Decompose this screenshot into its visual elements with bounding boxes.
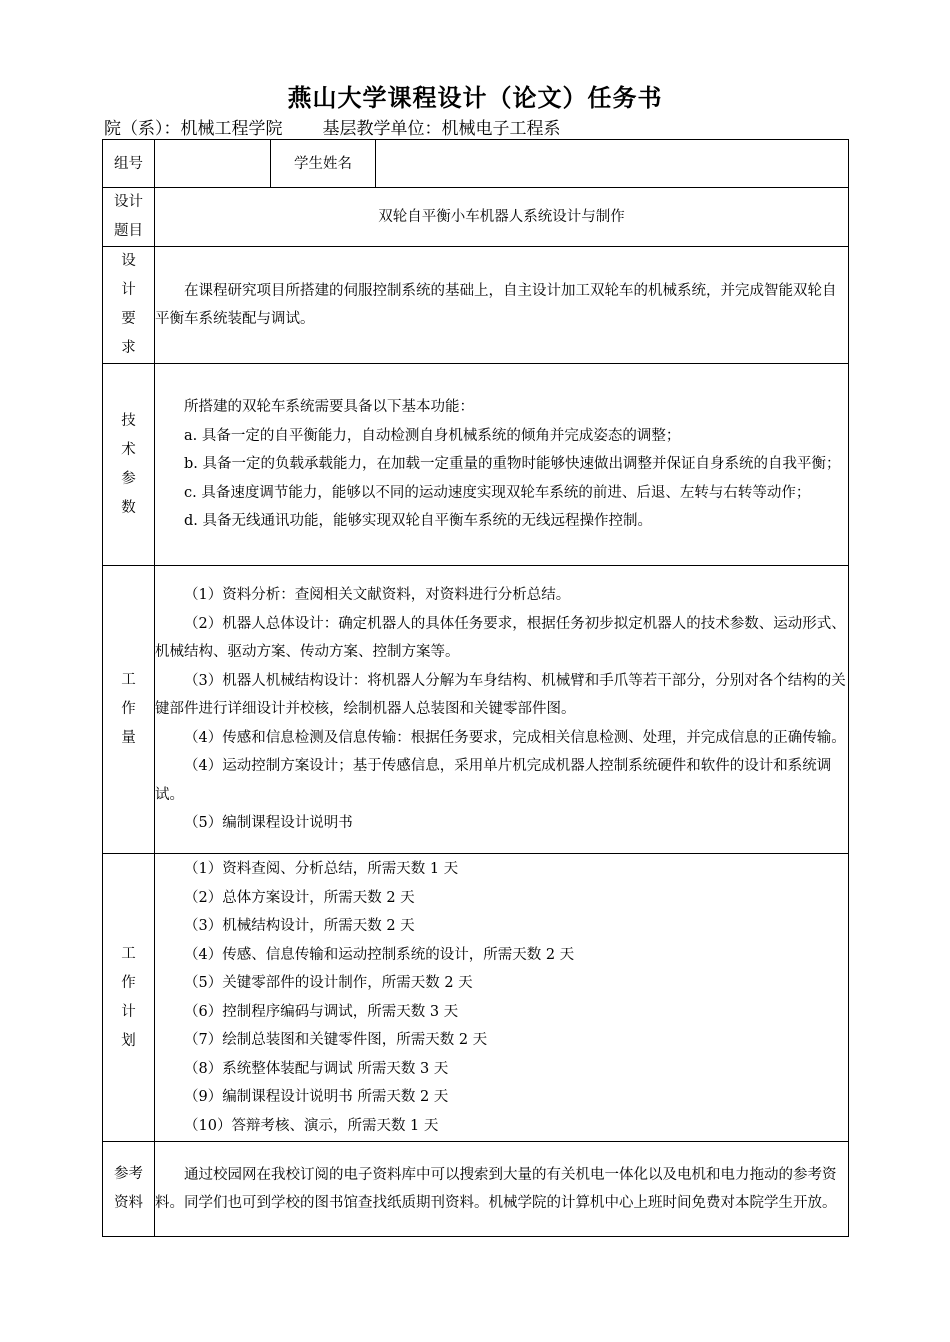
teaching-unit-label: 基层教学单位：机械电子工程系 <box>322 119 561 139</box>
task-table <box>102 139 849 1237</box>
document-subtitle <box>104 114 561 139</box>
work-plan-item: （7）绘制总装图和关键零件图，所需天数 2 天 <box>184 1032 488 1048</box>
info-row <box>103 140 849 188</box>
document-title: 燕山大学课程设计（论文）任务书 <box>287 83 663 112</box>
tech-param-paragraph: a. 具备一定的自平衡能力，自动检测自身机械系统的倾角并完成姿态的调整； <box>184 427 681 444</box>
tech-params-row <box>103 364 849 566</box>
workload-paragraph: （3）机器人机械结构设计：将机器人分解为车身结构、机械臂和手爪等若干部分，分别对各个结构的关键部件进行详细设计并校核，绘制机器人总装图和关键零部件图。 <box>155 672 846 718</box>
workload-label: 工 作 量 <box>103 566 155 854</box>
workload-row <box>103 566 849 854</box>
workload-paragraph: （2）机器人总体设计：确定机器人的具体任务要求，根据任务初步拟定机器人的技术参数、运动形式、机械结构、驱动方案、传动方案、控制方案等。 <box>155 615 846 661</box>
references-label: 参考 资料 <box>103 1142 155 1237</box>
work-plan-item: （6）控制程序编码与调试，所需天数 3 天 <box>184 1003 459 1020</box>
work-plan-item: （2）总体方案设计，所需天数 2 天 <box>184 889 415 906</box>
work-plan-item: （1）资料查阅、分析总结，所需天数 1 天 <box>184 861 459 877</box>
workload-paragraph: （5）编制课程设计说明书 <box>184 815 353 832</box>
work-plan-item: （3）机械结构设计，所需天数 2 天 <box>184 918 415 934</box>
tech-param-paragraph: d. 具备无线通讯功能，能够实现双轮自平衡车系统的无线远程操作控制。 <box>184 513 652 530</box>
references-cell <box>155 1142 849 1237</box>
work-plan-item: （9）编制课程设计说明书 所需天数 2 天 <box>184 1089 449 1105</box>
requirements-row <box>103 247 849 364</box>
workload-paragraph: （4）运动控制方案设计；基于传感信息，采用单片机完成机器人控制系统硬件和软件的设计和系统调试。 <box>155 758 832 803</box>
tech-param-paragraph: 所搭建的双轮车系统需要具备以下基本功能： <box>184 399 474 416</box>
workload-paragraph: （1）资料分析：查阅相关文献资料，对资料进行分析总结。 <box>184 587 571 604</box>
topic-value: 双轮自平衡小车机器人系统设计与制作 <box>155 188 849 247</box>
tech-param-paragraph: c. 具备速度调节能力，能够以不同的运动速度实现双轮车系统的前进、后退、左转与右转等动作； <box>184 484 811 501</box>
student-name-label: 学生姓名 <box>271 140 376 188</box>
topic-label: 设计 题目 <box>103 188 155 247</box>
group-label: 组号 <box>103 140 155 188</box>
workload-paragraph: （4）传感和信息检测及信息传输：根据任务要求，完成相关信息检测、处理，并完成信息的正确传输。 <box>184 729 846 746</box>
group-value-cell <box>155 140 271 188</box>
requirements-text-cell <box>155 247 849 364</box>
work-plan-label: 工 作 计 划 <box>103 854 155 1142</box>
tech-param-paragraph: b. 具备一定的负载承载能力，在加载一定重量的重物时能够快速做出调整并保证自身系统的自我平衡； <box>184 456 841 473</box>
work-plan-item: （10）答辩考核、演示，所需天数 1 天 <box>184 1117 439 1134</box>
tech-params-cell <box>155 364 849 566</box>
college-label: 院（系）：机械工程学院 <box>104 119 283 139</box>
topic-row <box>103 188 849 247</box>
references-text: 通过校园网在我校订阅的电子资料库中可以搜索到大量的有关机电一体化以及电机和电力拖动的参考资料。同学们也可到学校的图书馆查找纸质期刊资料。机械学院的计算机中心上班时间免费对本院学生开放。 <box>155 1166 837 1211</box>
tech-params-label: 技 术 参 数 <box>103 364 155 566</box>
work-plan-row <box>103 854 849 1142</box>
work-plan-item: （5）关键零部件的设计制作，所需天数 2 天 <box>184 975 473 991</box>
workload-cell <box>155 566 849 854</box>
work-plan-cell <box>155 854 849 1142</box>
requirements-label: 设 计 要 求 <box>103 247 155 364</box>
work-plan-item: （4）传感、信息传输和运动控制系统的设计，所需天数 2 天 <box>184 946 575 963</box>
work-plan-item: （8）系统整体装配与调试 所需天数 3 天 <box>184 1060 449 1077</box>
student-name-value-cell <box>376 140 849 188</box>
requirements-text: 在课程研究项目所搭建的伺服控制系统的基础上，自主设计加工双轮车的机械系统，并完成智能双轮自平衡车系统装配与调试。 <box>155 282 837 327</box>
references-row <box>103 1142 849 1237</box>
